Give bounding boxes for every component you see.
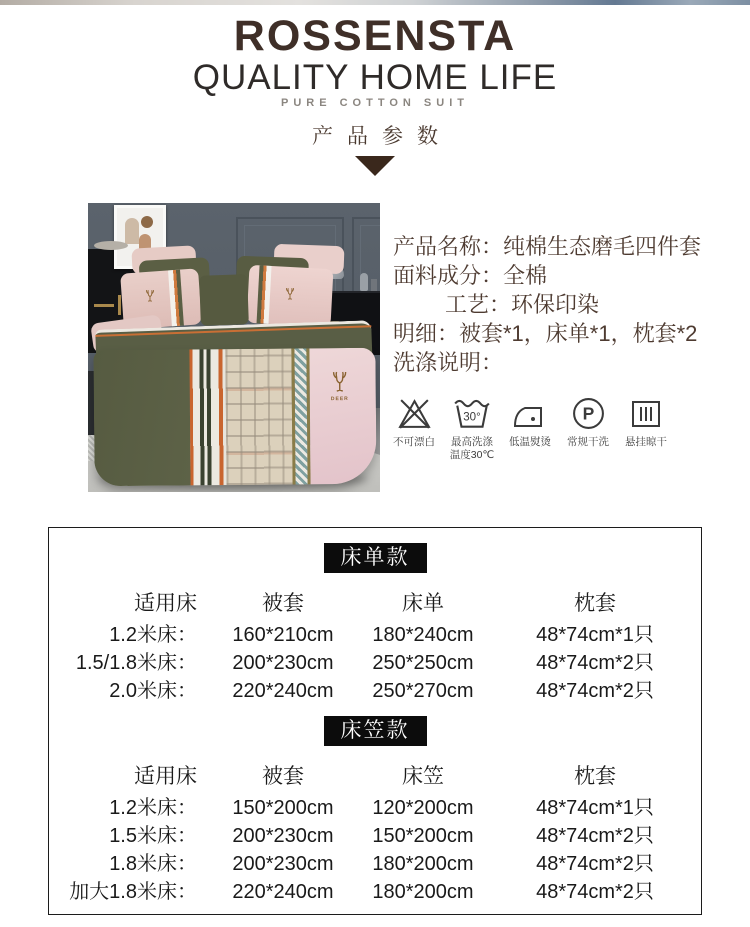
wash-30-icon bbox=[452, 394, 492, 431]
size-cell: 48*74cm*2只 bbox=[536, 652, 654, 674]
dry-clean-icon bbox=[571, 394, 606, 431]
size-cell: 220*240cm bbox=[232, 881, 334, 903]
product-info-line: 面料成分：全棉 bbox=[393, 263, 548, 288]
wall-art-arch-shape bbox=[125, 218, 139, 244]
duvet-braid-panel bbox=[291, 348, 310, 484]
care-label bbox=[625, 436, 667, 449]
column-header: 适用床 bbox=[134, 592, 197, 615]
iron-low-icon bbox=[511, 394, 549, 431]
size-cell: 1.2米床： bbox=[109, 624, 197, 646]
brand-tagline: PURE COTTON SUIT bbox=[281, 97, 469, 109]
size-cell: 48*74cm*2只 bbox=[536, 881, 654, 903]
brand-name: ROSSENSTA bbox=[233, 12, 517, 60]
size-cell: 48*74cm*2只 bbox=[536, 825, 654, 847]
size-cell: 250*270cm bbox=[372, 680, 474, 702]
product-info-line: 洗涤说明： bbox=[393, 350, 504, 375]
section-title: 产品参数 bbox=[312, 125, 452, 148]
care-label-line: 低温熨烫 bbox=[509, 436, 551, 448]
size-cell: 48*74cm*2只 bbox=[536, 853, 654, 875]
care-item bbox=[617, 394, 675, 462]
care-label-line: 常规干洗 bbox=[567, 436, 609, 448]
size-cell: 220*240cm bbox=[232, 680, 334, 702]
duvet-olive-panel bbox=[93, 349, 190, 486]
pillow-stripe bbox=[168, 270, 184, 327]
svg-text:30°: 30° bbox=[463, 411, 481, 424]
deer-embroidery-icon bbox=[330, 370, 350, 394]
size-cell: 120*200cm bbox=[372, 797, 474, 819]
size-cell: 加大1.8米床： bbox=[69, 881, 197, 903]
column-header: 被套 bbox=[262, 592, 304, 615]
care-label bbox=[450, 436, 494, 462]
size-cell: 1.2米床： bbox=[109, 797, 197, 819]
size-grid bbox=[49, 762, 701, 906]
care-item bbox=[501, 394, 559, 462]
cabinet-handle bbox=[118, 295, 121, 315]
care-label-line: 温度30℃ bbox=[449, 449, 495, 461]
size-grid bbox=[49, 589, 701, 705]
brand-subtitle: QUALITY HOME LIFE bbox=[192, 58, 558, 97]
care-label-line: 悬挂晾干 bbox=[625, 436, 667, 448]
deer-embroidery-label: DEER bbox=[330, 396, 349, 403]
duvet-pink-panel bbox=[309, 348, 376, 485]
duvet-stripe-panel bbox=[189, 349, 226, 485]
size-cell: 200*230cm bbox=[232, 825, 334, 847]
size-cell: 250*250cm bbox=[372, 652, 474, 674]
care-icons-row bbox=[385, 394, 685, 462]
down-triangle-icon bbox=[355, 156, 395, 176]
previous-image-edge-strip bbox=[0, 0, 750, 5]
column-header: 床笠 bbox=[402, 765, 444, 788]
pillow-stripe bbox=[257, 265, 272, 324]
decor-vase bbox=[371, 279, 377, 291]
size-cell: 200*230cm bbox=[232, 853, 334, 875]
wall-art-circle-shape bbox=[141, 216, 153, 228]
care-label bbox=[393, 436, 435, 449]
decor-plate bbox=[94, 241, 128, 250]
svg-text:P: P bbox=[582, 403, 594, 424]
size-cell: 180*200cm bbox=[372, 853, 474, 875]
decor-vase bbox=[360, 273, 368, 291]
size-cell: 1.8米床： bbox=[109, 853, 197, 875]
product-photo bbox=[88, 203, 380, 492]
no-bleach-icon bbox=[396, 394, 433, 431]
size-cell: 48*74cm*1只 bbox=[536, 797, 654, 819]
size-cell: 2.0米床： bbox=[109, 680, 197, 702]
size-cell: 48*74cm*2只 bbox=[536, 680, 654, 702]
size-cell: 180*200cm bbox=[372, 881, 474, 903]
size-cell: 160*210cm bbox=[232, 624, 334, 646]
duvet-plaid-panel bbox=[225, 349, 292, 486]
size-cell: 150*200cm bbox=[232, 797, 334, 819]
care-label bbox=[509, 436, 551, 449]
care-label-line: 不可漂白 bbox=[393, 436, 435, 448]
product-info-line: 明细：被套*1，床单*1，枕套*2 bbox=[393, 321, 698, 346]
column-header: 床单 bbox=[402, 592, 444, 615]
size-badge: 床笠款 bbox=[324, 716, 427, 746]
product-info-line: 工艺：环保印染 bbox=[445, 292, 600, 317]
size-badge: 床单款 bbox=[324, 543, 427, 573]
drip-dry-icon bbox=[629, 394, 663, 431]
size-cell: 200*230cm bbox=[232, 652, 334, 674]
column-header: 适用床 bbox=[134, 765, 197, 788]
column-header: 被套 bbox=[262, 765, 304, 788]
care-item bbox=[385, 394, 443, 462]
size-cell: 1.5/1.8米床： bbox=[75, 652, 197, 674]
column-header: 枕套 bbox=[574, 592, 616, 615]
duvet bbox=[93, 348, 376, 486]
product-info bbox=[393, 232, 723, 377]
care-label bbox=[567, 436, 609, 449]
care-label-line: 最高洗涤 bbox=[450, 436, 493, 448]
size-cell: 180*240cm bbox=[372, 624, 474, 646]
deer-embroidery-icon bbox=[284, 287, 296, 301]
care-item bbox=[559, 394, 617, 462]
size-cell: 1.5米床： bbox=[109, 825, 197, 847]
size-cell: 150*200cm bbox=[372, 825, 474, 847]
cabinet-handle bbox=[94, 304, 114, 307]
size-cell: 48*74cm*1只 bbox=[536, 624, 654, 646]
care-item bbox=[443, 394, 501, 462]
size-spec-table bbox=[48, 527, 702, 915]
product-info-line: 产品名称：纯棉生态磨毛四件套 bbox=[393, 234, 702, 259]
column-header: 枕套 bbox=[574, 765, 616, 788]
olive-pillow bbox=[199, 274, 249, 326]
deer-embroidery-icon bbox=[144, 289, 156, 303]
